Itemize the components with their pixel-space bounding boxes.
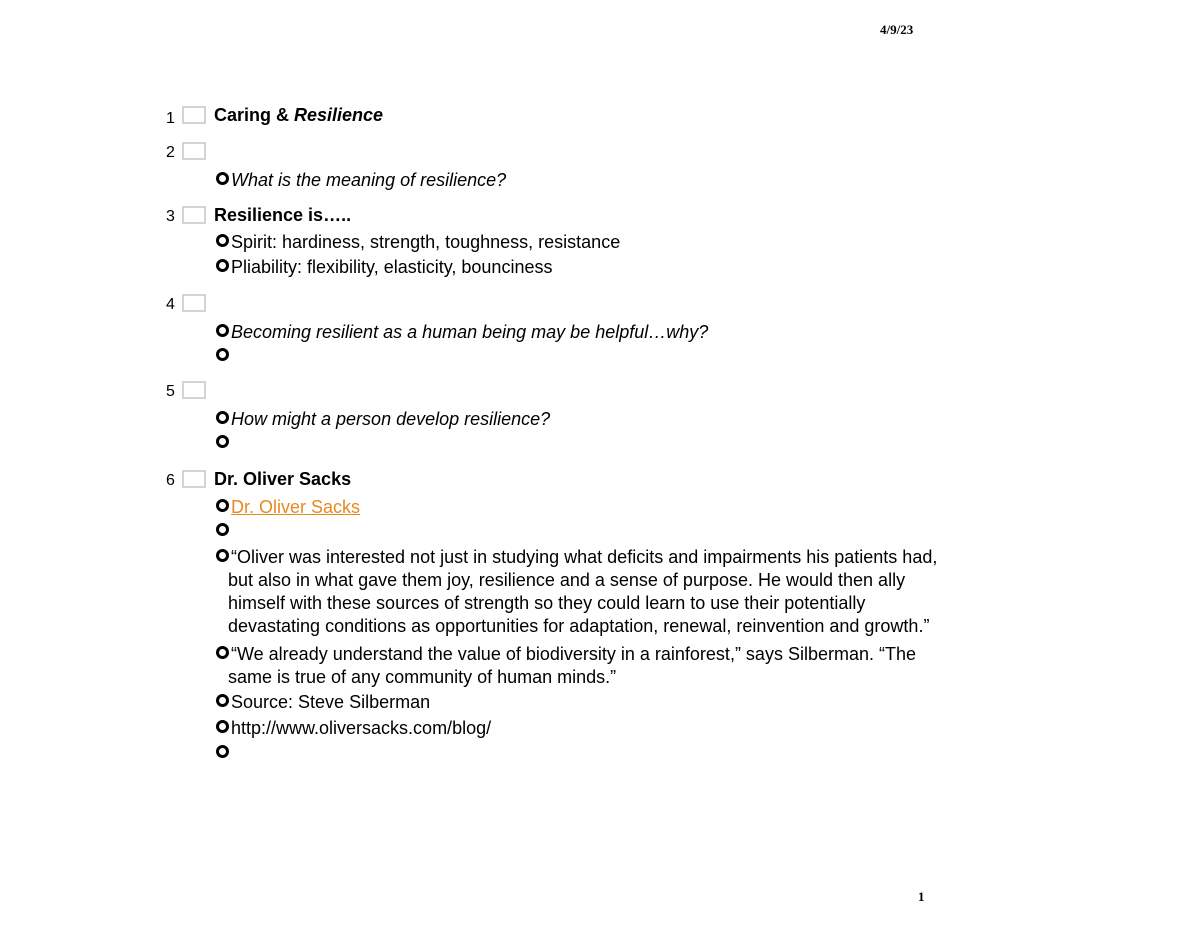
slide-thumbnail[interactable] [182, 381, 206, 399]
slide-thumbnail[interactable] [182, 106, 206, 124]
slide-number: 5 [166, 383, 175, 400]
bullet-item-empty [216, 432, 231, 455]
slide-number: 1 [166, 110, 175, 127]
bullet-item-link[interactable] [216, 496, 360, 519]
bullet-item [216, 169, 506, 192]
slide-number: 2 [166, 144, 175, 161]
slide-thumbnail[interactable] [182, 294, 206, 312]
bullet-icon [216, 549, 229, 562]
bullet-text: How might a person develop resilience? [231, 409, 551, 429]
bullet-icon [216, 324, 229, 337]
bullet-icon [216, 745, 229, 758]
bullet-item [216, 321, 708, 344]
slide-thumbnail[interactable] [182, 470, 206, 488]
bullet-text-continued: same is true of any community of human minds.” [228, 667, 617, 687]
title-italic-text: Resilience [294, 105, 384, 125]
bullet-item [216, 256, 552, 279]
slide-thumbnail[interactable] [182, 206, 206, 224]
slide-title [214, 105, 383, 125]
bullet-item-empty [216, 520, 231, 543]
bullet-text: “Oliver was interested not just in studying what deficits and impairments his patients had, [231, 547, 938, 567]
bullet-item-quote [216, 643, 916, 689]
bullet-item-quote [216, 546, 937, 638]
bullet-icon [216, 720, 229, 733]
bullet-icon [216, 234, 229, 247]
oliver-sacks-link[interactable]: Dr. Oliver Sacks [231, 497, 361, 517]
source-url-text: http://www.oliversacks.com/blog/ [231, 718, 492, 738]
bullet-icon [216, 499, 229, 512]
slide-title: Dr. Oliver Sacks [214, 469, 352, 489]
bullet-icon [216, 411, 229, 424]
bullet-item [216, 408, 550, 431]
title-bold-text: Caring & [214, 105, 295, 125]
bullet-icon [216, 172, 229, 185]
bullet-text: Becoming resilient as a human being may be helpful…why? [231, 322, 709, 342]
slide-number: 6 [166, 472, 175, 489]
slide-number: 4 [166, 296, 175, 313]
bullet-icon [216, 523, 229, 536]
bullet-icon [216, 259, 229, 272]
bullet-icon [216, 348, 229, 361]
bullet-icon [216, 435, 229, 448]
bullet-text: Pliability: flexibility, elasticity, bounciness [231, 257, 553, 277]
page-number: 1 [918, 889, 925, 904]
slide-number: 3 [166, 208, 175, 225]
bullet-text: What is the meaning of resilience? [231, 170, 507, 190]
bullet-item [216, 691, 430, 714]
bullet-icon [216, 694, 229, 707]
bullet-text: Spirit: hardiness, strength, toughness, resistance [231, 232, 621, 252]
bullet-icon [216, 646, 229, 659]
slide-thumbnail[interactable] [182, 142, 206, 160]
slide-title: Resilience is….. [214, 205, 352, 225]
bullet-text-continued: devastating conditions as opportunities for adaptation, renewal, reinvention and growth.” [228, 616, 930, 636]
bullet-text-continued: himself with these sources of strength so they could learn to use their potentially [228, 593, 866, 613]
bullet-text: “We already understand the value of biodiversity in a rainforest,” says Silberman. “The [231, 644, 916, 664]
bullet-text: Source: Steve Silberman [231, 692, 431, 712]
bullet-item [216, 717, 491, 740]
bullet-text-continued: but also in what gave them joy, resilience and a sense of purpose. He would then ally [228, 570, 906, 590]
header-date: 4/9/23 [880, 22, 914, 37]
bullet-item-empty [216, 345, 231, 368]
bullet-item [216, 231, 620, 254]
bullet-item-empty [216, 742, 231, 765]
